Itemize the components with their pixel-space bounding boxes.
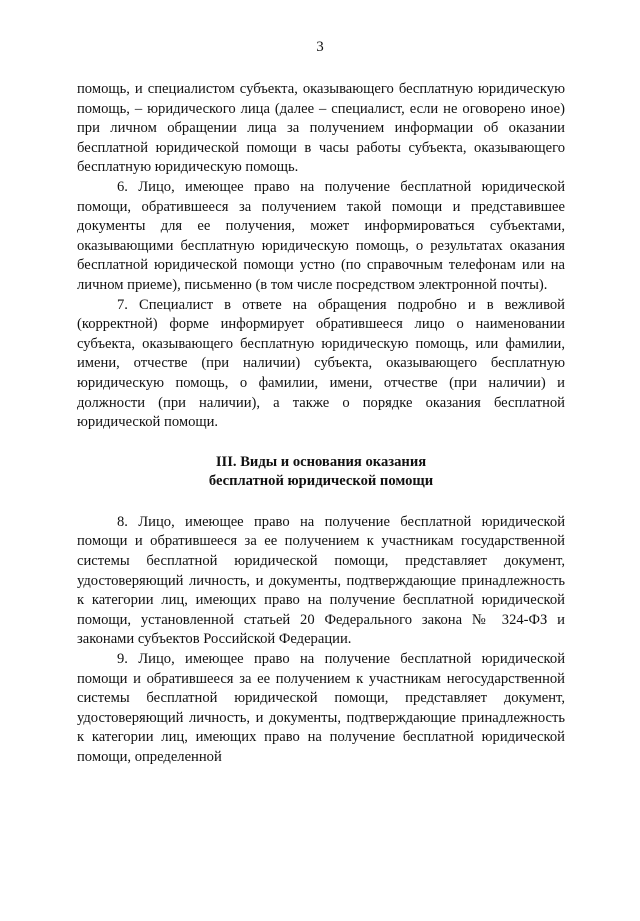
paragraph-7: 7. Специалист в ответе на обращения подробно и в вежливой (корректной) форме информирует обратившееся лицо о наименовании субъекта, оказывающего бесплатную юридическую помощь, или фамилии, имени, отчестве (при наличии) субъекта, оказывающего бесплатную юридическую помощь, о фамилии, имени, отчестве (при наличии) и должности (при наличии), а также о порядке оказания бесплатной юридической помощи. [77, 296, 565, 431]
section-heading-line-2: бесплатной юридической помощи [208, 473, 434, 490]
paragraph-8: 8. Лицо, имеющее право на получение бесплатной юридической помощи и обратившееся за ее получением к участникам государственной системы бесплатной юридической помощи, представляет документ, удостоверяющий личность, и документы, подтверждающие принадлежность к категории лиц, имеющих право на получение бесплатной юридической помощи, установленной статьей 20 Федерального закона № 324-ФЗ и законами субъектов Российской Федерации. [77, 513, 565, 648]
paragraph-9: 9. Лицо, имеющее право на получение бесплатной юридической помощи и обратившееся за ее получением к участникам негосударственной системы бесплатной юридической помощи, представляет документ, удостоверяющий личность, и документы, подтверждающие принадлежность к категории лиц, имеющих право на получение бесплатной юридической помощи, определенной [77, 651, 565, 765]
page-number: 3 [316, 39, 324, 55]
document-body [77, 80, 565, 768]
section-heading [77, 453, 565, 492]
paragraph-continuation: помощь, и специалистом субъекта, оказывающего бесплатную юридическую помощь, – юридического лица (далее – специалист, если не оговорено иное) при личном обращении лица за получением информации об оказании бесплатной юридической помощи в часы работы субъекта, оказывающего бесплатную юридическую помощь. [77, 81, 565, 176]
paragraph-6: 6. Лицо, имеющее право на получение бесплатной юридической помощи, обратившееся за получением такой помощи и представившее документы для ее получения, может информироваться субъектами, оказывающими бесплатную юридическую помощь, о результатах оказания бесплатной юридической помощи устно (по справочным телефонам или на личном приеме), письменно (в том числе посредством электронной почты). [77, 178, 565, 293]
section-heading-line-1: III. Виды и основания оказания [215, 453, 427, 470]
